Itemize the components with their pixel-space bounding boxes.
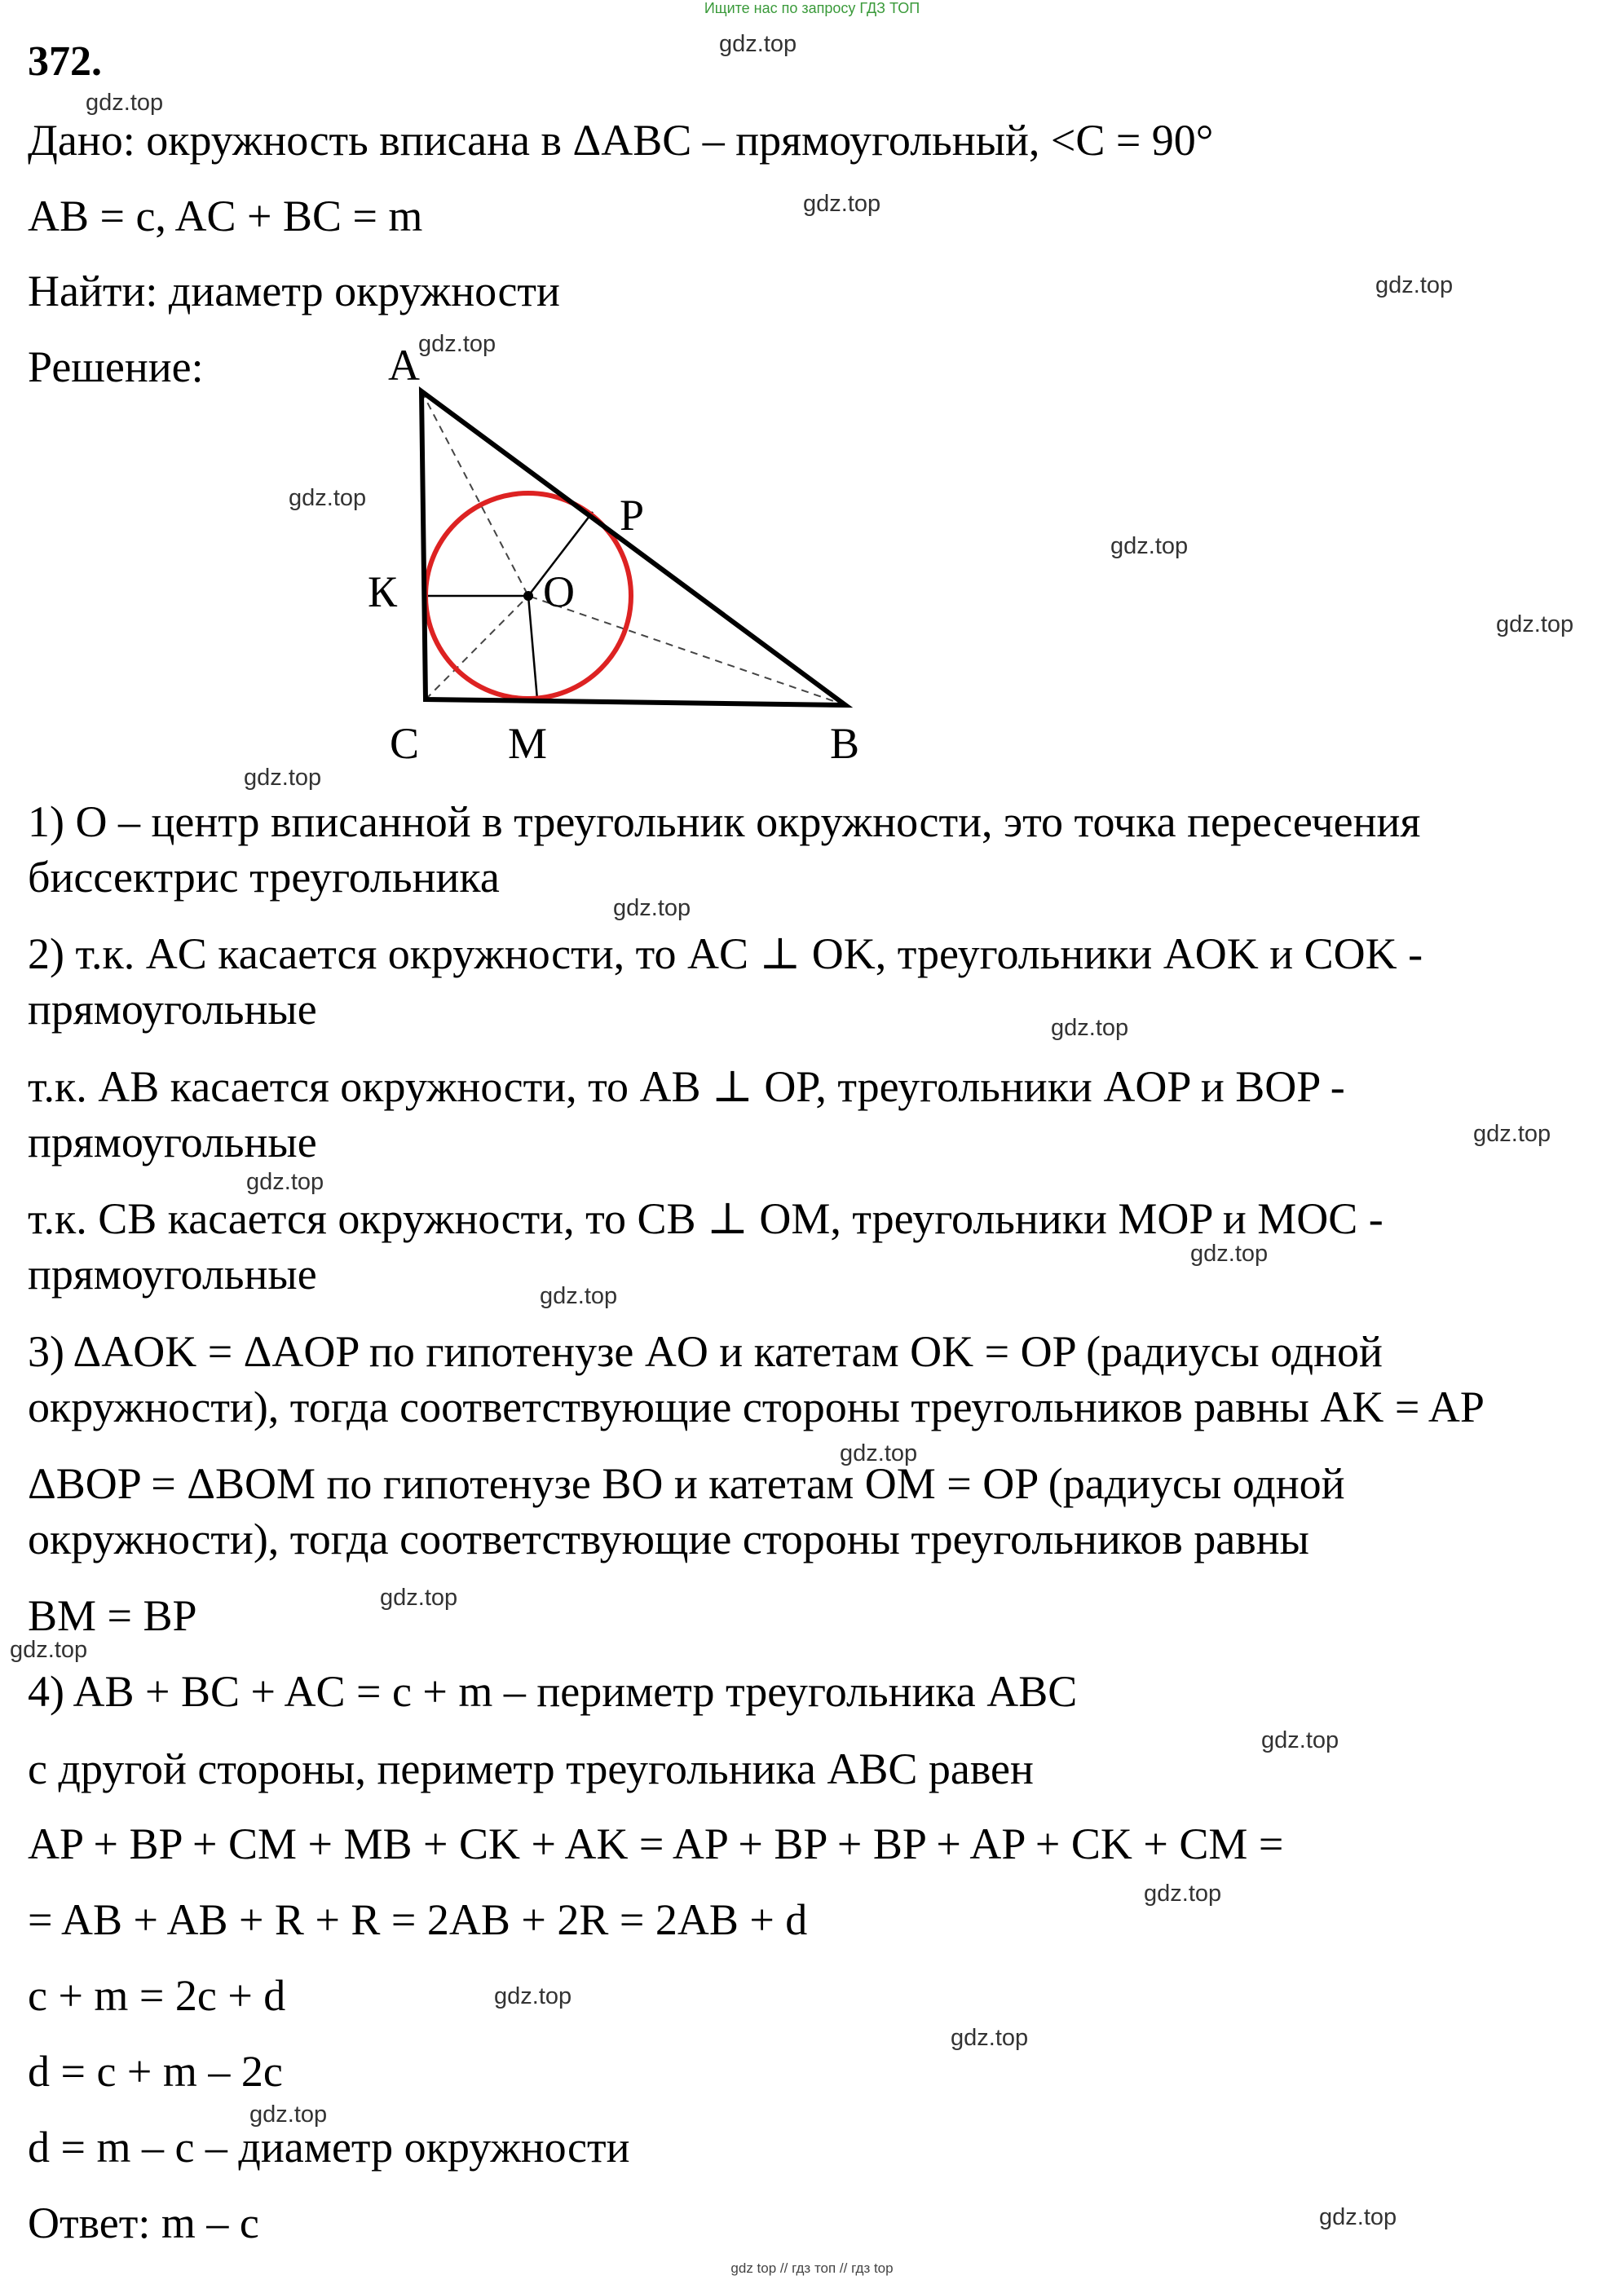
- watermark: gdz.top: [1319, 2204, 1397, 2230]
- step-4-line-2: с другой стороны, периметр треугольника ABC равен: [28, 1744, 1034, 1793]
- watermark: gdz.top: [1190, 1241, 1269, 1267]
- answer-line: Ответ: m – c: [28, 2198, 259, 2247]
- watermark: gdz.top: [1473, 1121, 1551, 1147]
- step-2-line-2: прямоугольные: [28, 985, 317, 1034]
- watermark: gdz.top: [1051, 1015, 1129, 1041]
- step-2b-line-2: прямоугольные: [28, 1118, 317, 1166]
- step-3-line-2: окружности), тогда соответствующие стороны треугольников равны AK = AP: [28, 1383, 1485, 1431]
- watermark: gdz.top: [380, 1585, 458, 1611]
- step-2c-line-2: прямоугольные: [28, 1250, 317, 1299]
- label-m: M: [508, 719, 548, 768]
- step-3b-line-1: ΔBOP = ΔBOM по гипотенузе BO и катетам OM = OP (радиусы одной: [28, 1459, 1345, 1508]
- step-1-line-1: 1) O – центр вписанной в треугольник окружности, это точка пересечения: [28, 797, 1421, 846]
- label-c: C: [390, 719, 420, 768]
- radius-om: [528, 596, 537, 699]
- watermark: gdz.top: [719, 31, 797, 57]
- watermark: gdz.top: [86, 90, 164, 116]
- watermark: gdz.top: [951, 2025, 1029, 2051]
- step-3-line-1: 3) ΔAOK = ΔAOP по гипотенузе AO и катетам OK = OP (радиусы одной: [28, 1327, 1383, 1376]
- step-2c-line-1: т.к. CB касается окружности, то CB ⊥ OM, треугольники MOP и MOC -: [28, 1194, 1383, 1243]
- header-note: Ищите нас по запросу ГДЗ ТОП: [704, 0, 920, 16]
- given-line-2: AB = c, AC + BC = m: [28, 192, 423, 240]
- step-4-line-1: 4) AB + BC + AC = c + m – периметр треугольника ABC: [28, 1667, 1078, 1716]
- watermark: gdz.top: [10, 1637, 88, 1663]
- watermark: gdz.top: [840, 1440, 918, 1466]
- problem-number: 372.: [28, 38, 102, 85]
- triangle-incircle-figure: [0, 0, 1624, 783]
- step-1-line-2: биссектрис треугольника: [28, 853, 500, 902]
- step-4-line-3: AP + BP + CM + MB + CK + AK = AP + BP + BP + AP + CK + CM =: [28, 1819, 1284, 1868]
- given-line-1: Дано: окружность вписана в ΔABC – прямоугольный, <C = 90°: [28, 116, 1214, 165]
- center-point: [523, 591, 533, 601]
- step-3b-line-2: окружности), тогда соответствующие стороны треугольников равны: [28, 1515, 1309, 1563]
- watermark: gdz.top: [1110, 533, 1189, 559]
- watermark: gdz.top: [494, 1983, 572, 2009]
- equation-3: d = m – c – диаметр окружности: [28, 2123, 630, 2172]
- step-4-line-4: = AB + AB + R + R = 2AB + 2R = 2AB + d: [28, 1895, 808, 1944]
- label-p: P: [620, 491, 645, 540]
- footer-note: gdz top // гдз топ // гдз top: [730, 2260, 894, 2276]
- watermark: gdz.top: [249, 2101, 328, 2128]
- watermark: gdz.top: [613, 895, 691, 921]
- watermark: gdz.top: [1496, 611, 1574, 637]
- equation-1: c + m = 2c + d: [28, 1971, 286, 2020]
- find-line: Найти: диаметр окружности: [28, 267, 560, 315]
- equation-2: d = c + m – 2c: [28, 2047, 283, 2096]
- label-o: O: [543, 567, 575, 616]
- watermark: gdz.top: [246, 1169, 324, 1195]
- step-2-line-1: 2) т.к. AC касается окружности, то AC ⊥ OK, треугольники AOK и COK -: [28, 929, 1423, 978]
- watermark: gdz.top: [1375, 272, 1454, 298]
- watermark: gdz.top: [1144, 1881, 1222, 1907]
- label-k: К: [368, 567, 398, 616]
- watermark: gdz.top: [289, 485, 367, 511]
- watermark: gdz.top: [540, 1283, 618, 1309]
- watermark: gdz.top: [418, 331, 496, 357]
- watermark: gdz.top: [244, 765, 322, 791]
- step-2b-line-1: т.к. AB касается окружности, то AB ⊥ OP, треугольники AOP и BOP -: [28, 1062, 1345, 1111]
- label-a: A: [388, 341, 420, 390]
- solution-label: Решение:: [28, 342, 204, 391]
- watermark: gdz.top: [803, 191, 881, 217]
- step-3b-line-3: BM = BP: [28, 1591, 197, 1640]
- triangle-abc: [421, 391, 845, 705]
- label-b: B: [830, 719, 860, 768]
- watermark: gdz.top: [1261, 1727, 1339, 1753]
